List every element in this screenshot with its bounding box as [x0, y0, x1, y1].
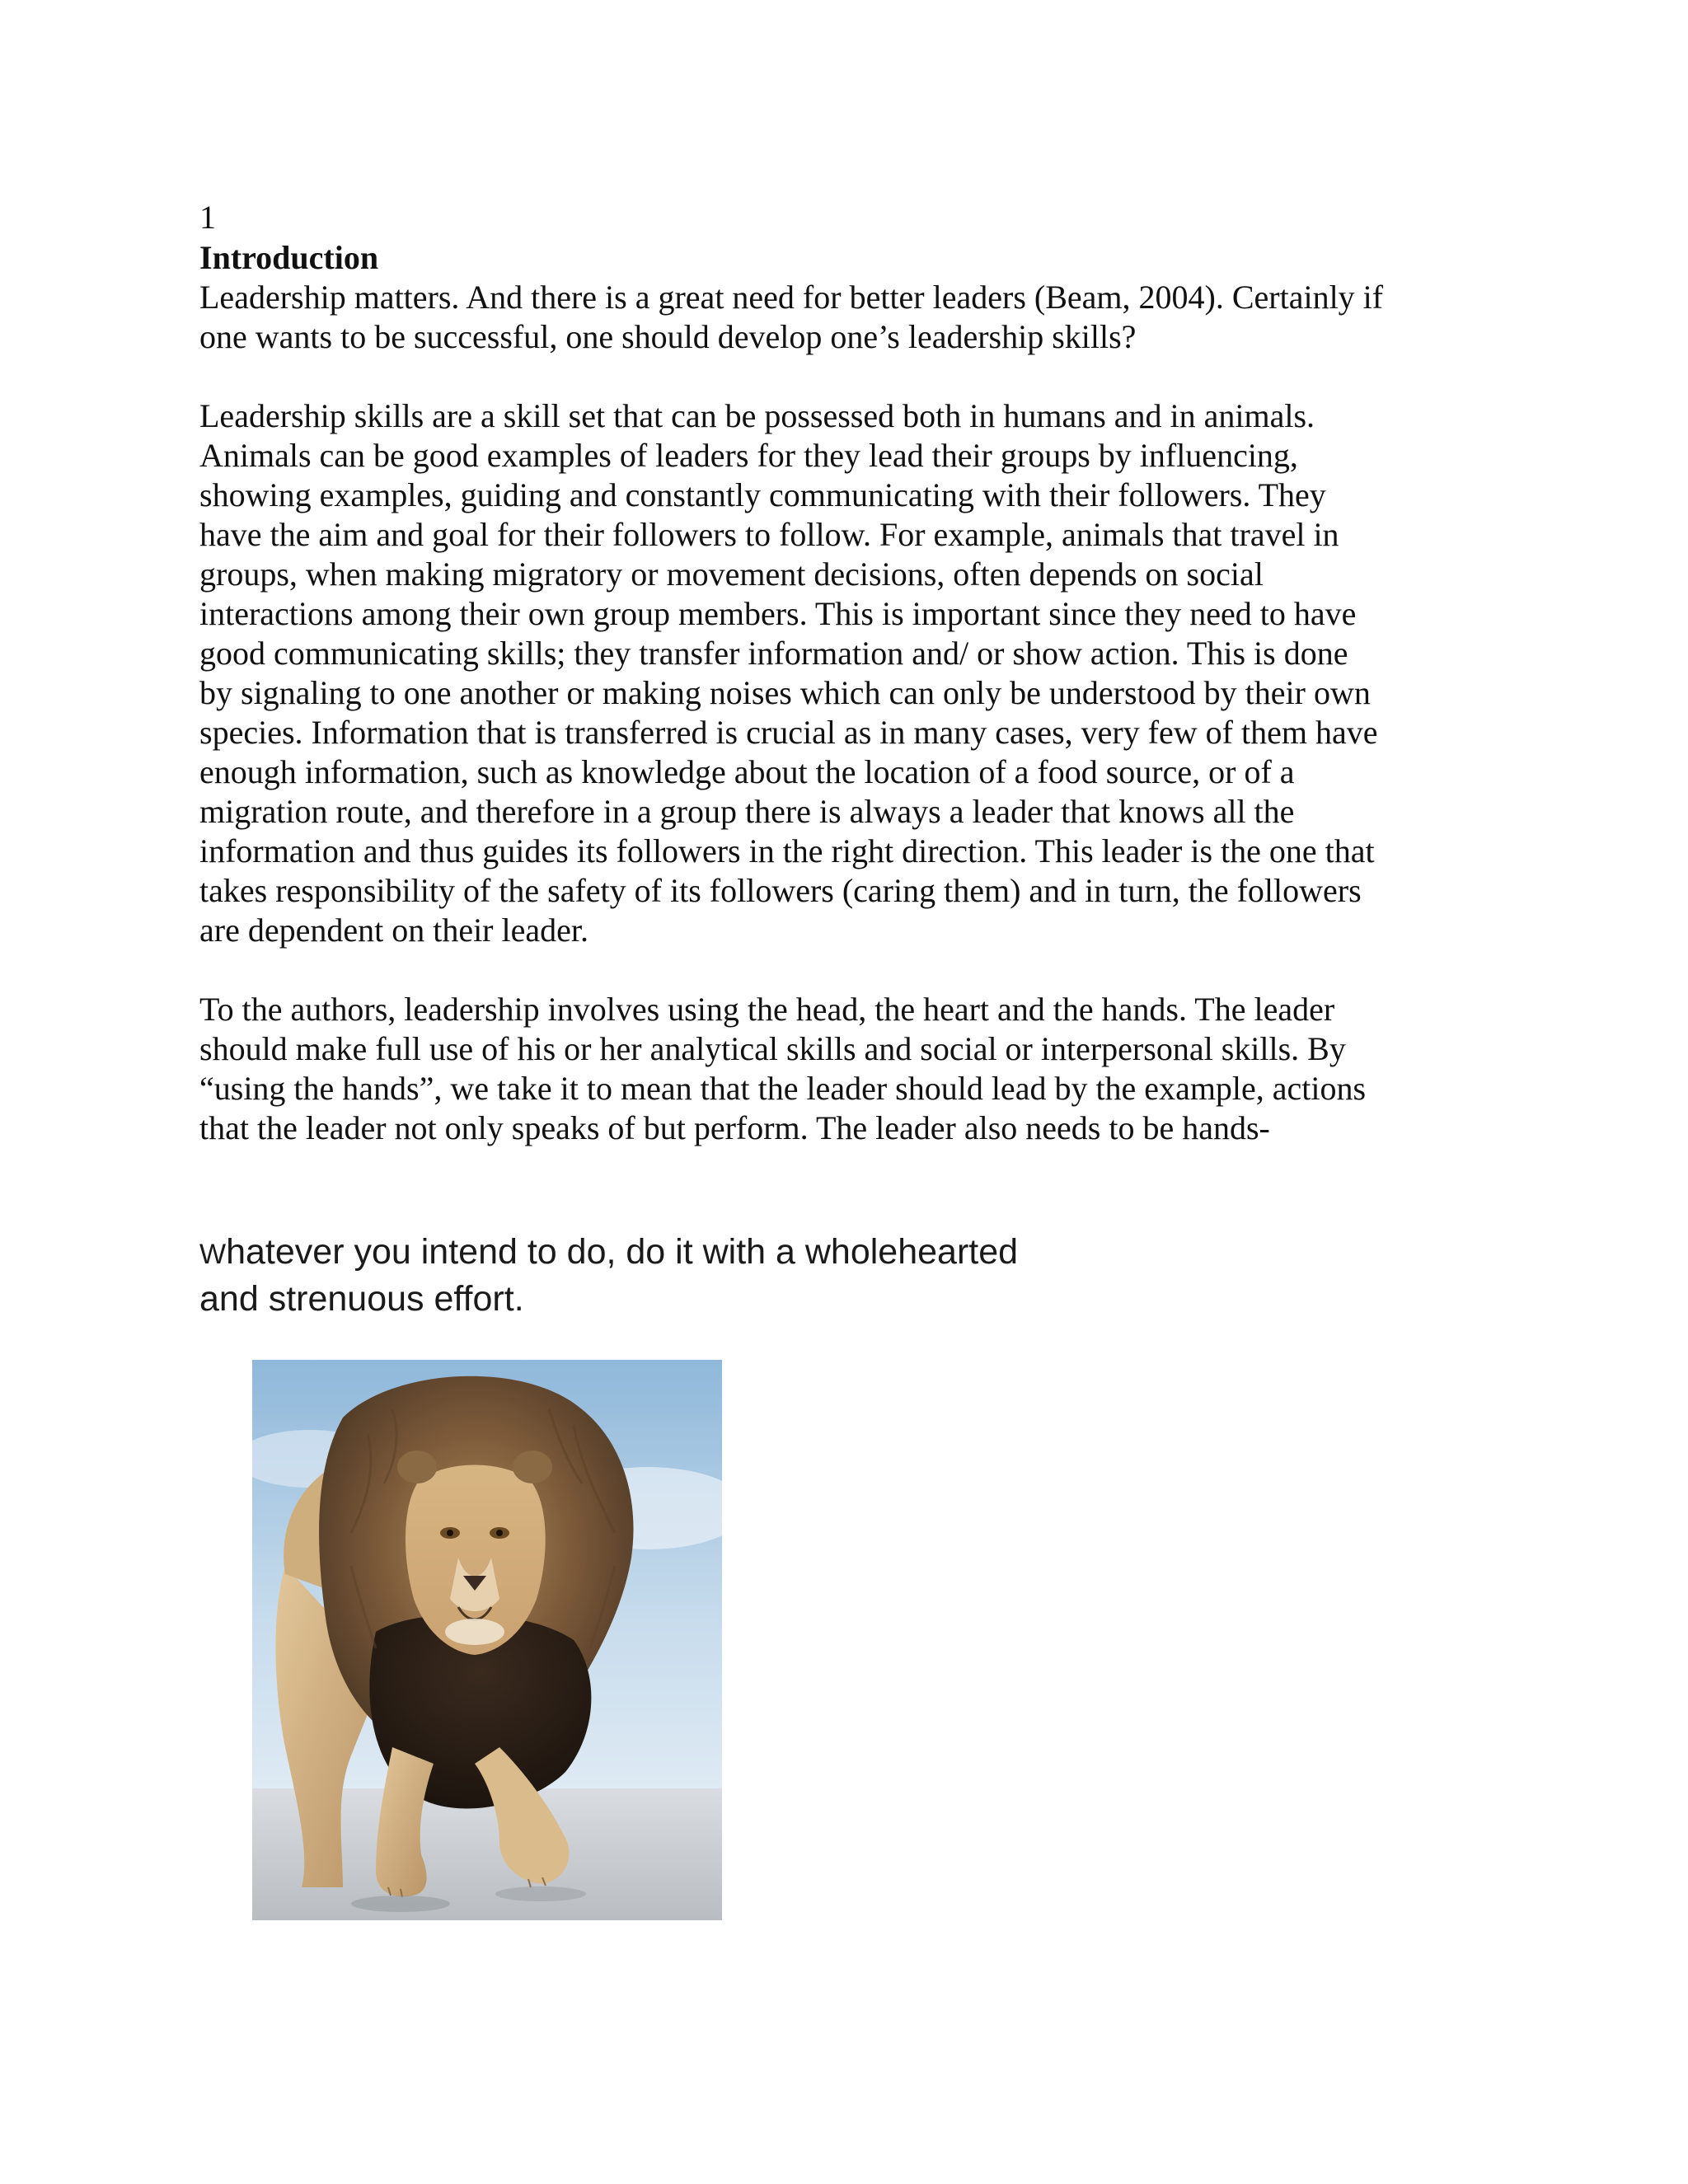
paragraph-line: have the aim and goal for their followers to follow. For example, animals that travel in	[199, 516, 1339, 553]
paragraph-line: enough information, such as knowledge about the location of a food source, or of a	[199, 753, 1295, 790]
paragraph-line: information and thus guides its followers in the right direction. This leader is the one that	[199, 832, 1375, 869]
quote-line-2: and strenuous effort.	[199, 1279, 524, 1319]
lion-illustration	[252, 1360, 722, 1920]
page-number: 1	[199, 199, 216, 236]
paragraph-line: takes responsibility of the safety of its followers (caring them) and in turn, the followers	[199, 872, 1362, 909]
paragraph-line: good communicating skills; they transfer information and/ or show action. This is done	[199, 635, 1348, 672]
paragraph-line: Leadership matters. And there is a great need for better leaders (Beam, 2004). Certainly if	[199, 279, 1384, 316]
quote-first-letter: W	[199, 1239, 227, 1270]
paragraph-line: Leadership skills are a skill set that can be possessed both in humans and in animals.	[199, 397, 1315, 434]
section-heading: Introduction	[199, 239, 379, 276]
paragraph-line: species. Information that is transferred is crucial as in many cases, very few of them have	[199, 714, 1378, 751]
paragraph-line: “using the hands”, we take it to mean that the leader should lead by the example, actions	[199, 1070, 1367, 1107]
paragraph-line: migration route, and therefore in a group there is always a leader that knows all the	[199, 793, 1295, 830]
paragraph-line: interactions among their own group members. This is important since they need to have	[199, 595, 1357, 632]
paragraph-intro	[199, 278, 1461, 357]
quote	[199, 1230, 1271, 1321]
quote-line-1-text: hatever you intend to do, do it with a wholehearted	[226, 1232, 1019, 1272]
paragraph-line: are dependent on their leader.	[199, 912, 588, 949]
paragraph-line: should make full use of his or her analytical skills and social or interpersonal skills. By	[199, 1030, 1346, 1067]
paragraph-line: groups, when making migratory or movement decisions, often depends on social	[199, 555, 1264, 593]
paragraph-line: that the leader not only speaks of but perform. The leader also needs to be hands-	[199, 1109, 1270, 1146]
paragraph-line: Animals can be good examples of leaders for they lead their groups by influencing,	[199, 437, 1298, 474]
paragraph-line: one wants to be successful, one should develop one’s leadership skills?	[199, 318, 1137, 355]
paragraph-line: To the authors, leadership involves using the head, the heart and the hands. The leader	[199, 991, 1335, 1028]
paragraph-line: by signaling to one another or making noises which can only be understood by their own	[199, 674, 1371, 711]
quote-line-1	[199, 1230, 1271, 1277]
paragraph-line: showing examples, guiding and constantly communicating with their followers. They	[199, 476, 1326, 513]
lion-image	[252, 1360, 722, 1920]
paragraph-head-heart-hands	[199, 990, 1461, 1148]
paragraph-animals	[199, 396, 1461, 950]
